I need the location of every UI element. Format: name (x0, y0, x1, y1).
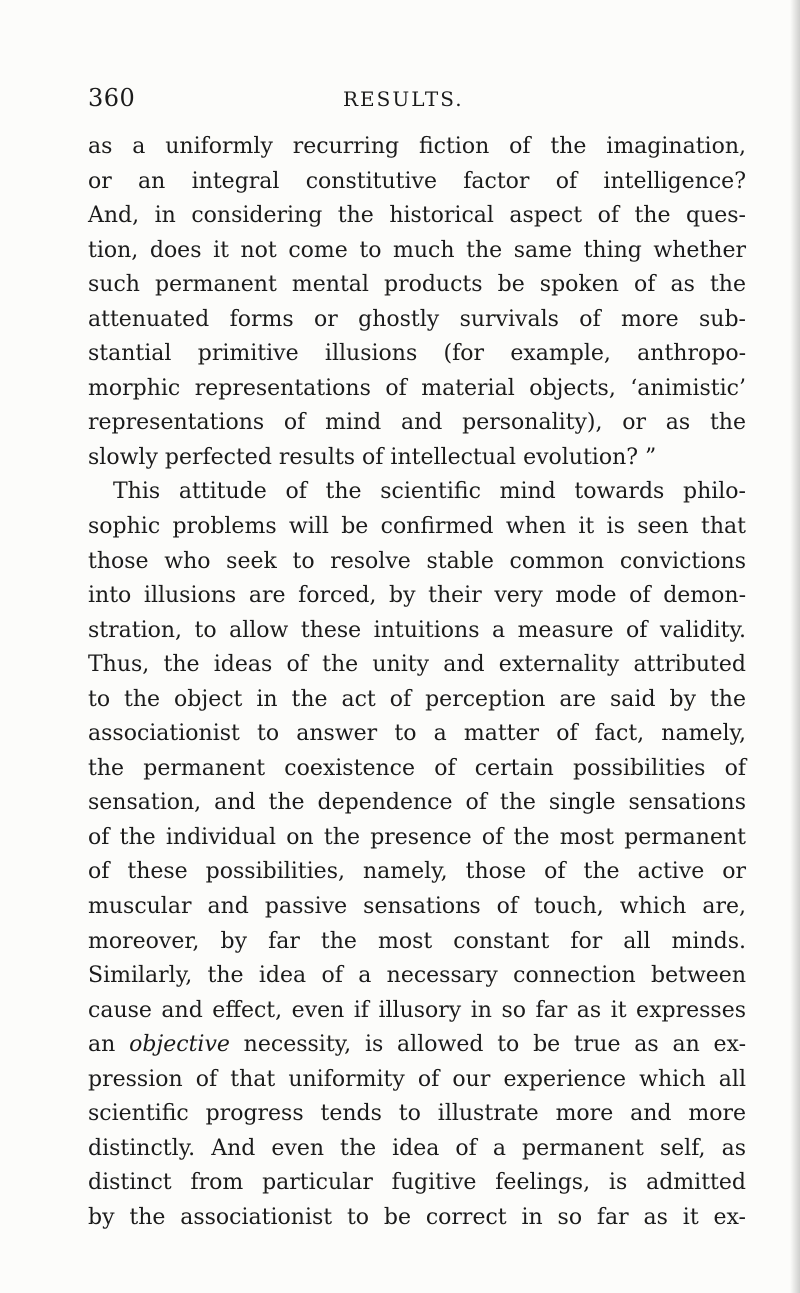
text-line: of these possibilities, namely, those of the active or (88, 859, 746, 885)
text-line: stration, to allow these intuitions a measure of validity. (88, 617, 746, 643)
running-head: RESULTS. (343, 87, 464, 111)
body-text (88, 130, 746, 1236)
text-line: muscular and passive sensations of touch, which are, (88, 894, 746, 920)
text-line: Similarly, the idea of a necessary connection between (88, 963, 746, 989)
text-line: attenuated forms or ghostly survivals of more sub- (88, 306, 746, 332)
text-line: distinct from particular fugitive feelings, is admitted (88, 1170, 746, 1196)
text-line: pression of that uniformity of our experience which all (88, 1066, 746, 1092)
text-line-with-italic (88, 1028, 746, 1063)
text-line: representations of mind and personality), or as the (88, 410, 746, 436)
text-line: those who seek to resolve stable common convictions (88, 548, 746, 574)
italic-word: objective (129, 1032, 230, 1058)
text-line: as a uniformly recurring fiction of the imagination, (88, 134, 746, 159)
text-line: cause and effect, even if illusory in so far as it expresses (88, 997, 746, 1023)
text-line: Thus, the ideas of the unity and externality attributed (88, 652, 746, 678)
text-line: or an integral constitutive factor of intelligence? (88, 168, 746, 194)
text-line: moreover, by far the most constant for all minds. (88, 928, 746, 954)
text-line: to the object in the act of perception are said by the (88, 686, 746, 712)
text-line: by the associationist to be correct in so far as it ex- (88, 1204, 746, 1230)
text-line: sensation, and the dependence of the single sensations (88, 790, 746, 816)
text-line: such permanent mental products be spoken of as the (88, 272, 746, 298)
text-line: And, in considering the historical aspect of the ques- (88, 203, 746, 229)
text-run: necessity, is allowed to be true as an ex- (229, 1032, 746, 1058)
text-line: tion, does it not come to much the same thing whether (88, 237, 746, 263)
text-line: slowly perfected results of intellectual evolution? ” (88, 444, 657, 470)
text-line: sophic problems will be confirmed when it is seen that (88, 514, 746, 540)
text-line: of the individual on the presence of the most permanent (88, 824, 746, 850)
text-line: scientific progress tends to illustrate more and more (88, 1101, 746, 1127)
text-run: an (88, 1032, 130, 1058)
text-line: stantial primitive illusions (for example, anthropo- (88, 341, 746, 367)
text-line: associationist to answer to a matter of fact, namely, (88, 721, 746, 747)
text-line: the permanent coexistence of certain possibilities of (88, 755, 746, 781)
text-line: distinctly. And even the idea of a permanent self, as (88, 1135, 746, 1161)
text-line: into illusions are forced, by their very mode of demon- (88, 583, 746, 609)
page-number: 360 (88, 84, 136, 112)
page-header (88, 84, 746, 114)
text-line: morphic representations of material objects, ‘animistic’ (88, 375, 746, 401)
paragraph-first-line: This attitude of the scientific mind towards philo- (113, 479, 746, 505)
page-edge-shadow (790, 0, 800, 1293)
